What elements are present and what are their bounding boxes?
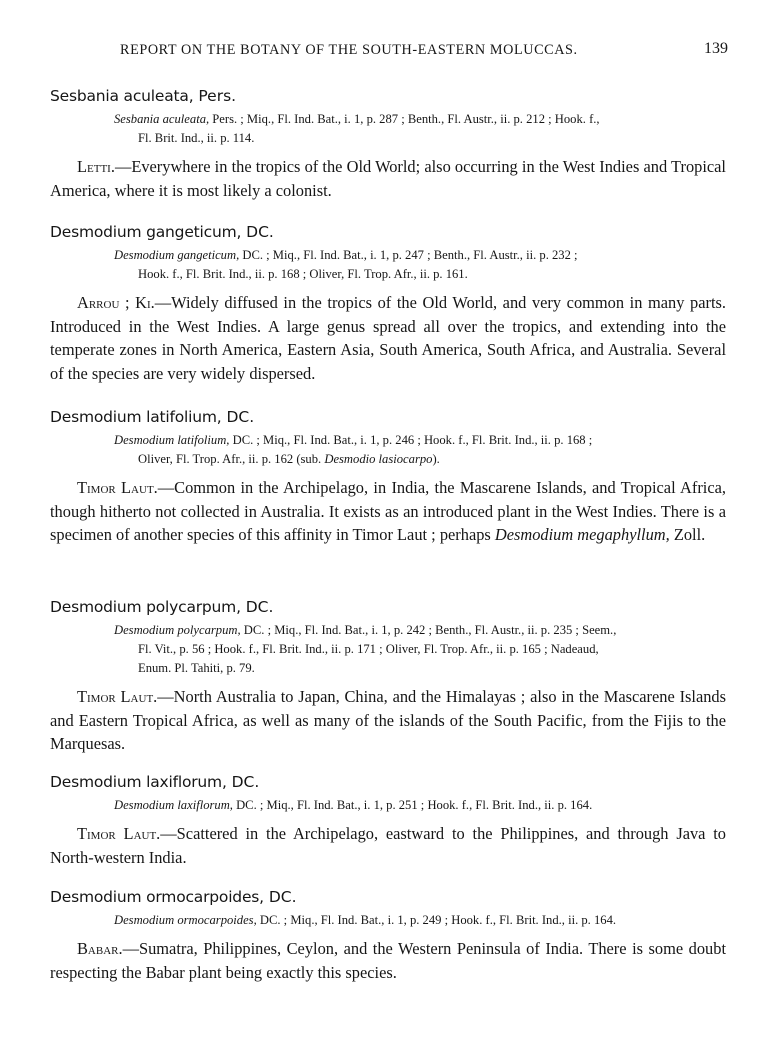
distribution-text: —Widely diffused in the tropics of the Old World, and very common in many parts. Introduced in the West Indies. A large genus spread all over the tropics, and extending into the temperate zones in North America, Eastern Asia, South America, South Africa, and Australia. Several of the species are very widely dispersed.	[50, 293, 726, 383]
reference-taxon: Desmodium ormocarpoides,	[114, 913, 257, 927]
references	[50, 796, 726, 815]
reference-text-part: Oliver, Fl. Trop. Afr., ii. p. 162 (sub.	[138, 452, 322, 466]
distribution-text: —Scattered in the Archipelago, eastward to the Philippines, and through Java to North-western India.	[50, 824, 727, 867]
locality: Arrou ; Ki.	[77, 293, 155, 312]
reference-text: Pers. ; Miq., Fl. Ind. Bat., i. 1, p. 287 ; Benth., Fl. Austr., ii. p. 212 ; Hook. f.,	[209, 112, 600, 126]
species-authority: DC.	[268, 888, 297, 906]
distribution-note	[50, 476, 726, 547]
reference-text-continued: Fl. Brit. Ind., ii. p. 114.	[138, 131, 255, 145]
reference-taxon: Desmodium polycarpum,	[114, 623, 241, 637]
reference-text: DC. ; Miq., Fl. Ind. Bat., i. 1, p. 251 ; Hook. f., Fl. Brit. Ind., ii. p. 164.	[232, 798, 593, 812]
species-heading	[50, 407, 726, 427]
reference-text: DC. ; Miq., Fl. Ind. Bat., i. 1, p. 247 ; Benth., Fl. Austr., ii. p. 232 ;	[239, 248, 578, 262]
locality: Timor Laut.	[77, 824, 161, 843]
locality: Letti.	[77, 157, 115, 176]
species-heading	[50, 772, 726, 792]
reference-text-continued: Fl. Vit., p. 56 ; Hook. f., Fl. Brit. Ind., ii. p. 171 ; Oliver, Fl. Trop. Afr., ii. p. 165 ; Nadeaud,	[138, 642, 599, 656]
locality: Timor Laut.	[77, 478, 158, 497]
reference-taxon: Desmodium laxiflorum,	[114, 798, 233, 812]
reference-taxon: Desmodium gangeticum,	[114, 248, 240, 262]
species-entry	[50, 222, 726, 385]
reference-text-continued	[114, 450, 726, 469]
related-species: Desmodium megaphyllum,	[494, 525, 670, 544]
species-entry	[50, 597, 726, 756]
species-name: Desmodium laxiflorum,	[50, 773, 227, 791]
reference-text-end: ).	[432, 452, 440, 466]
references	[50, 110, 726, 148]
species-authority: DC.	[246, 223, 274, 241]
references	[50, 911, 726, 930]
reference-taxon: Sesbania aculeata,	[114, 112, 210, 126]
reference-text: DC. ; Miq., Fl. Ind. Bat., i. 1, p. 246 ; Hook. f., Fl. Brit. Ind., ii. p. 168 ;	[229, 433, 593, 447]
species-entry	[50, 772, 726, 869]
reference-taxon: Desmodium latifolium,	[114, 433, 230, 447]
species-name: Desmodium polycarpum,	[50, 598, 241, 616]
reference-text-continued: Enum. Pl. Tahiti, p. 79.	[138, 661, 255, 675]
species-heading	[50, 597, 726, 617]
species-name: Desmodium latifolium,	[50, 408, 222, 426]
page-number: 139	[704, 40, 728, 57]
species-heading	[50, 887, 726, 907]
locality: Babar.	[77, 939, 123, 958]
distribution-text: —North Australia to Japan, China, and the Himalayas ; also in the Mascarene Islands and Eastern Tropical Africa, as well as many of the islands of the South Pacific, from the Fijis to the Marquesas.	[50, 687, 726, 753]
references	[50, 621, 726, 678]
distribution-text: —Sumatra, Philippines, Ceylon, and the Western Peninsula of India. There is some doubt respecting the Babar plant being exactly this species.	[50, 939, 726, 982]
species-name: Desmodium gangeticum,	[50, 223, 242, 241]
distribution-note	[50, 937, 726, 984]
references	[50, 246, 726, 284]
species-name: Sesbania aculeata,	[50, 87, 194, 105]
species-authority: DC.	[226, 408, 255, 426]
species-name: Desmodium ormocarpoides,	[50, 888, 264, 906]
distribution-note	[50, 822, 726, 869]
related-species-authority: Zoll.	[669, 525, 706, 544]
references	[50, 431, 726, 469]
distribution-note	[50, 155, 726, 202]
reference-synonym: Desmodio lasiocarpo	[324, 452, 433, 466]
reference-text: DC. ; Miq., Fl. Ind. Bat., i. 1, p. 242 ; Benth., Fl. Austr., ii. p. 235 ; Seem.,	[240, 623, 617, 637]
reference-text-continued: Hook. f., Fl. Brit. Ind., ii. p. 168 ; Oliver, Fl. Trop. Afr., ii. p. 161.	[138, 267, 468, 281]
species-authority: DC.	[245, 598, 274, 616]
reference-text: DC. ; Miq., Fl. Ind. Bat., i. 1, p. 249 ; Hook. f., Fl. Brit. Ind., ii. p. 164.	[256, 913, 617, 927]
running-title: REPORT ON THE BOTANY OF THE SOUTH-EASTERN MOLUCCAS.	[120, 42, 578, 58]
species-entry	[50, 86, 726, 202]
species-entry	[50, 887, 726, 984]
distribution-note	[50, 291, 726, 385]
species-entry	[50, 407, 726, 547]
species-authority: DC.	[231, 773, 260, 791]
species-heading	[50, 86, 726, 106]
distribution-note	[50, 685, 726, 756]
species-authority: Pers.	[198, 87, 237, 105]
distribution-text: —Common in the Archipelago, in India, the Mascarene Islands, and Tropical Africa, though hitherto not collected in Australia. It exists as an introduced plant in the West Indies. There is a specimen of another species of this affinity in Timor Laut ; perhaps	[50, 478, 726, 544]
species-heading	[50, 222, 726, 242]
locality: Timor Laut.	[77, 687, 158, 706]
distribution-text: —Everywhere in the tropics of the Old World; also occurring in the West Indies and Tropical America, where it is most likely a colonist.	[50, 157, 726, 200]
